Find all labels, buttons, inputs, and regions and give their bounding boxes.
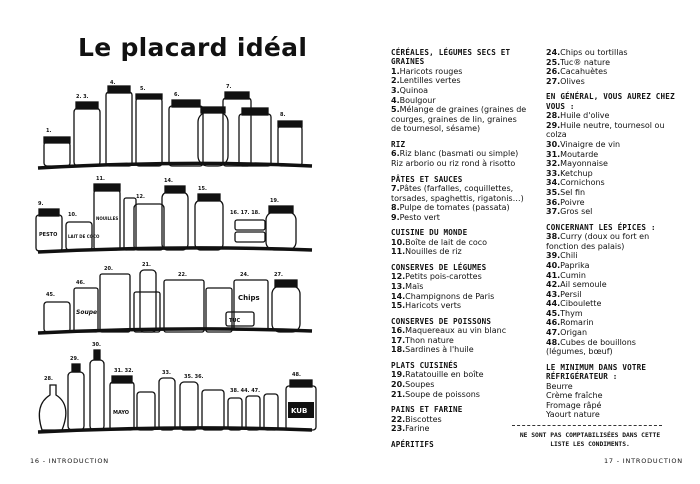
item-text: Ratatouille en boîte [405,370,484,380]
item-number: 30. [546,139,561,149]
item-text: Origan [560,328,588,338]
item-text: Mayonnaise [560,159,608,169]
item-number: 16. [391,326,406,336]
list-item [546,207,676,217]
item-number: 11. [391,247,406,257]
list-item [546,271,676,281]
item-text: Pesto vert [399,212,440,222]
list-item [546,318,676,328]
svg-text:31. 32.: 31. 32. [114,368,134,374]
item-text: Moutarde [560,149,599,159]
section-heading: APÉRITIFS [391,439,434,449]
section-heading: PAINS ET FARINE [391,405,463,415]
list-item [546,159,676,169]
item-number: 22. [391,414,406,424]
section-heading: LE MINIMUM DANS VOTRE RÉFRIGÉRATEUR : [546,362,647,382]
item-number: 36. [546,197,561,207]
list-item [546,121,676,140]
item-number: 45. [546,308,561,318]
section-heading: CONSERVES DE LÉGUMES [391,262,487,272]
list-item [391,86,529,96]
item-number: 46. [546,318,561,328]
item-number: 28. [546,111,561,121]
svg-text:MAYO: MAYO [113,410,130,416]
list-item [391,380,529,390]
list-item [546,140,676,150]
item-number: 34. [546,178,561,188]
list-item [546,309,676,319]
svg-text:27.: 27. [274,272,283,278]
item-number: 13. [391,281,406,291]
svg-text:5.: 5. [140,86,146,92]
item-text: Haricots rouges [399,66,463,76]
item-text: Gros sel [560,207,593,217]
item-text: Sel fin [560,187,586,197]
item-number: 43. [546,289,561,299]
list-column-left [391,48,529,449]
list-item [546,150,676,160]
list-item [546,290,676,300]
svg-text:PESTO: PESTO [39,232,58,238]
list-item [546,328,676,338]
list-item [391,390,529,400]
item-text: Ail semoule [560,280,607,290]
svg-text:7.: 7. [226,84,232,90]
svg-text:38. 44. 47.: 38. 44. 47. [230,388,261,394]
list-item [546,261,676,271]
item-number: 31. [546,149,561,159]
item-text: Farine [405,424,430,434]
item-number: 35. [546,187,561,197]
list-item [391,149,529,159]
list-item [391,282,529,292]
list-item [546,338,676,357]
svg-text:21.: 21. [142,262,151,268]
item-number: 1. [391,66,400,76]
item-number: 48. [546,337,561,347]
svg-text:30.: 30. [92,342,101,348]
list-item [546,58,676,68]
section-heading: CONSERVES DE POISSONS [391,316,492,326]
svg-text:11.: 11. [96,176,105,182]
svg-text:10.: 10. [68,212,77,218]
item-text: Thon nature [405,335,454,345]
item-text: Huile neutre, tournesol ou colza [546,120,665,140]
item-text: Olives [560,76,585,86]
footer-right: 17 - INTRODUCTION [604,457,683,465]
svg-text:35. 36.: 35. 36. [184,374,204,380]
list-item [391,67,529,77]
list-item [391,272,529,282]
list-item [546,251,676,261]
section-heading: CUISINE DU MONDE [391,228,468,238]
item-number: 26. [546,67,561,77]
svg-text:14.: 14. [164,178,173,184]
item-text: Quinoa [399,86,429,95]
svg-text:33.: 33. [162,370,171,376]
svg-text:KUB: KUB [291,407,308,415]
svg-text:8.: 8. [280,112,286,118]
list-item [391,370,529,380]
section-heading: PLATS CUISINÉS [391,360,458,370]
item-number: 37. [546,207,561,217]
svg-text:LAIT DE COCO: LAIT DE COCO [68,234,100,239]
svg-text:1.: 1. [46,128,52,134]
item-number: 6. [391,149,400,159]
item-number: 7. [391,183,400,193]
item-text: Biscottes [405,414,442,424]
item-number: 42. [546,280,561,290]
item-text: Persil [560,289,582,299]
item-number: 17. [391,335,406,345]
list-item [546,299,676,309]
item-text: Cumin [560,270,586,280]
item-text: Paprika [560,260,590,270]
item-text: Vinaigre de vin [560,139,621,149]
item-text: Cornichons [560,178,605,188]
list-item [391,345,529,355]
svg-text:45.: 45. [46,292,55,298]
item-text: Poivre [560,197,585,207]
note-divider [512,425,662,427]
item-number: 3. [391,86,400,95]
item-text: Cacahuètes [560,67,608,77]
item-text: Maïs [405,281,424,291]
item-number: 27. [546,76,561,86]
item-text: Tuc® nature [560,57,611,67]
list-item [391,424,529,434]
item-text: Pulpe de tomates (passata) [399,203,510,213]
svg-text:48.: 48. [292,372,301,378]
item-text: Nouilles de riz [405,247,462,257]
svg-text:28.: 28. [44,376,53,382]
item-text: Boulgour [399,95,436,105]
item-number: 4. [391,95,400,105]
list-item [546,410,676,420]
item-number: 29. [546,120,561,130]
list-item [391,415,529,425]
svg-text:Soupe: Soupe [76,309,98,316]
list-item [546,391,676,401]
list-item [391,159,529,169]
item-number: 9. [391,212,400,222]
item-number: 2. [391,76,400,86]
svg-text:Chips: Chips [238,294,260,302]
list-item [546,77,676,87]
item-text: Riz arborio ou riz rond à risotto [391,158,516,168]
list-item [546,382,676,392]
item-number: 18. [391,345,406,355]
item-number: 5. [391,105,400,115]
item-text: Chips ou tortillas [560,48,628,57]
item-number: 23. [391,424,406,434]
list-item [391,96,529,106]
item-number: 8. [391,203,400,213]
list-item [546,111,676,121]
list-item [391,238,529,248]
item-text: Maquereaux au vin blanc [405,326,507,336]
svg-text:22.: 22. [178,272,187,278]
svg-text:2. 3.: 2. 3. [76,94,89,100]
item-number: 47. [546,328,561,338]
svg-text:20.: 20. [104,266,113,272]
pantry-illustration [30,80,320,450]
footer-left: 16 - INTRODUCTION [30,457,109,465]
item-text: Soupe de poissons [405,389,480,399]
list-item [546,198,676,208]
item-text: Curry (doux ou fort en fonction des palais) [546,232,650,251]
item-text: Pâtes (farfalles, coquillettes, torsades, spaghettis, rigatonis…) [391,183,524,203]
list-item [391,247,529,257]
svg-text:NOUILLES: NOUILLES [96,216,119,221]
item-text: Haricots verts [405,301,461,311]
section-heading: RIZ [391,139,406,149]
item-text: Fromage râpé [546,400,602,410]
item-number: 15. [391,301,406,311]
item-number: 14. [391,291,406,301]
list-item [391,301,529,311]
item-number: 20. [391,379,406,389]
svg-text:4.: 4. [110,80,116,86]
item-number: 41. [546,270,561,280]
svg-text:9.: 9. [38,201,44,207]
item-number: 10. [391,237,406,247]
list-item [391,184,529,203]
list-item [391,76,529,86]
condiments-note: NE SONT PAS COMPTABILISÉES DANS CETTE LISTE LES CONDIMENTS. [519,432,661,448]
list-item [546,48,676,58]
item-text: Champignons de Paris [405,291,495,301]
list-item [546,280,676,290]
item-text: Mélange de graines (graines de courges, graines de lin, graines de tournesol, sésame) [391,105,527,134]
item-text: Soupes [405,379,435,389]
list-item [546,67,676,77]
item-text: Romarin [560,318,594,328]
item-text: Crème fraîche [546,391,603,401]
svg-text:29.: 29. [70,356,79,362]
section-heading: CÉRÉALES, LÉGUMES SECS ET GRAINES [391,48,511,67]
list-item [546,401,676,411]
list-item [546,188,676,198]
list-item [391,336,529,346]
svg-text:16. 17. 18.: 16. 17. 18. [230,210,261,216]
item-number: 21. [391,389,406,399]
item-text: Sardines à l'huile [405,345,474,355]
list-item [546,178,676,188]
svg-text:6.: 6. [174,92,180,98]
item-text: Lentilles vertes [399,76,461,86]
item-text: Petits pois-carottes [405,272,482,282]
item-text: Huile d'olive [560,111,610,121]
item-text: Boîte de lait de coco [405,237,488,247]
item-text: Yaourt nature [546,410,600,420]
svg-text:12.: 12. [136,194,145,200]
svg-text:24.: 24. [240,272,249,278]
list-item [391,213,529,223]
svg-text:46.: 46. [76,280,85,286]
svg-text:19.: 19. [270,198,279,204]
item-number: 33. [546,168,561,178]
item-number: 24. [546,48,561,57]
item-text: Thym [560,308,583,318]
item-number: 40. [546,260,561,270]
item-text: Cubes de bouillons (légumes, bœuf) [546,337,636,357]
section-heading: EN GÉNÉRAL, VOUS AUREZ CHEZ VOUS : [546,92,675,111]
section-heading: CONCERNANT LES ÉPICES : [546,222,656,232]
item-text: Ketchup [560,168,593,178]
section-heading: PÂTES ET SAUCES [391,174,463,184]
item-number: 44. [546,299,561,309]
item-text: Riz blanc (basmati ou simple) [399,149,519,159]
item-number: 25. [546,57,561,67]
page-title: Le placard idéal [78,33,308,62]
item-number: 32. [546,159,561,169]
list-item [391,105,529,134]
item-number: 12. [391,272,406,282]
item-number: 39. [546,251,561,261]
svg-text:TUC: TUC [229,318,241,324]
list-item [546,232,676,251]
item-number: 19. [391,370,406,380]
list-item [546,169,676,179]
item-text: Ciboulette [560,299,602,309]
list-item [391,292,529,302]
item-text: Beurre [546,381,573,391]
list-item [391,203,529,213]
list-column-right [546,48,676,420]
list-item [391,326,529,336]
item-number: 38. [546,232,561,242]
item-text: Chili [560,251,578,261]
svg-text:15.: 15. [198,186,207,192]
